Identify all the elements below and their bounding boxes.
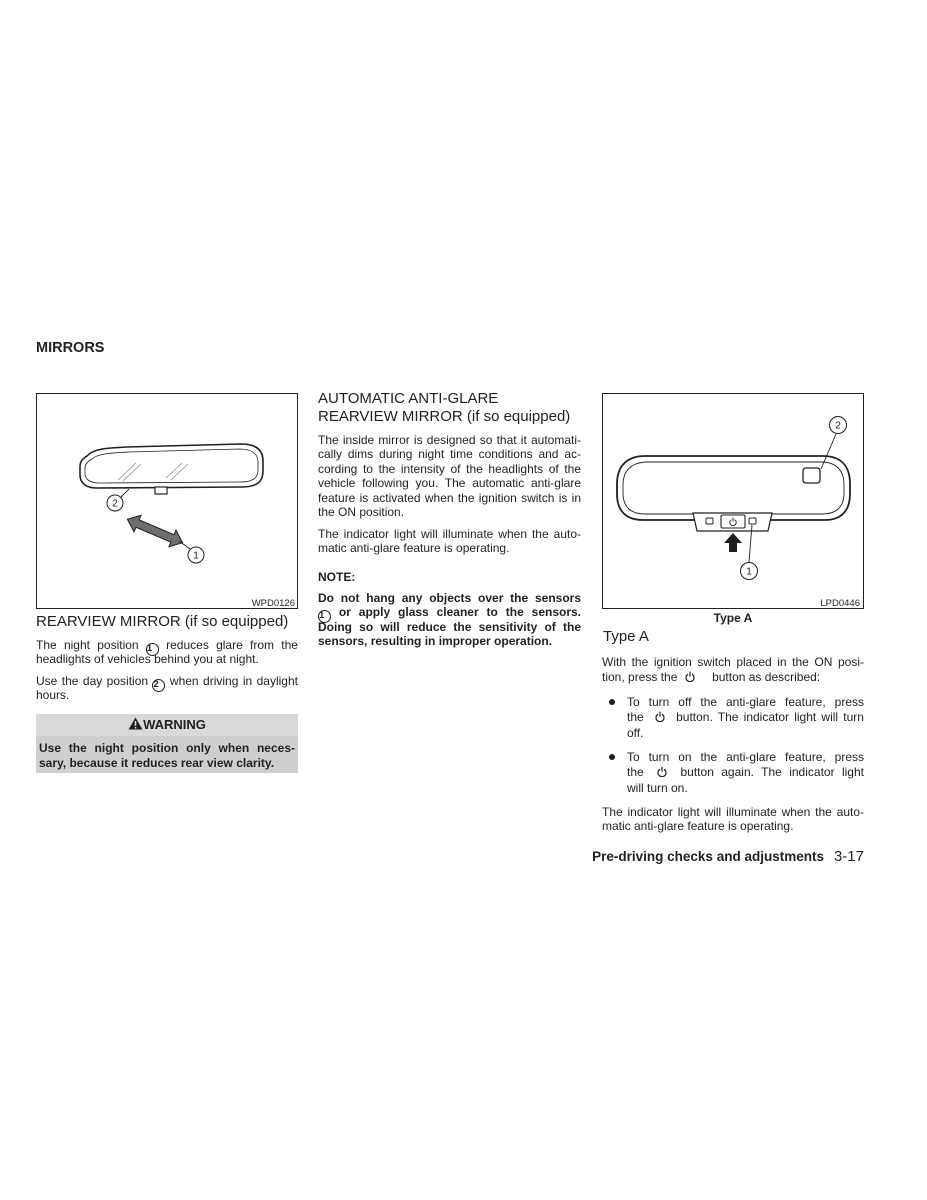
section-title: MIRRORS bbox=[36, 340, 105, 356]
warning-line: sary, because it reduces rear view clarity. bbox=[39, 755, 275, 770]
callout-1-leader bbox=[179, 541, 190, 549]
paragraph-line: To turn off the anti-glare feature, press bbox=[627, 695, 864, 709]
pointer-arrow bbox=[724, 533, 742, 552]
text-segment: tion, press the bbox=[602, 670, 678, 685]
paragraph-line bbox=[602, 669, 864, 686]
sensor-small bbox=[749, 518, 756, 524]
text-segment: button as described: bbox=[712, 670, 821, 685]
text-segment: button again. The indicator light bbox=[680, 765, 864, 780]
bullet-dot bbox=[609, 699, 615, 705]
paragraph-line: The inside mirror is designed so that it automati- bbox=[318, 433, 581, 447]
paragraph-line: vehicle following you. The automatic anti-glare bbox=[318, 476, 581, 491]
auto-anti-glare-heading bbox=[318, 390, 581, 425]
rearview-mirror-heading: REARVIEW MIRROR (if so equipped) bbox=[36, 613, 289, 630]
text-segment: or apply glass cleaner to the sensors. bbox=[338, 605, 582, 620]
paragraph-line: hours. bbox=[36, 688, 70, 703]
paragraph-line bbox=[627, 709, 864, 726]
paragraph-line: matic anti-glare feature is operating. bbox=[602, 819, 794, 834]
anti-glare-mirror-figure bbox=[602, 393, 864, 609]
callout-1-label: 1 bbox=[746, 566, 752, 578]
note-label: NOTE: bbox=[318, 570, 356, 584]
paragraph-line: the ON position. bbox=[318, 504, 405, 519]
text-segment: Use the day position bbox=[36, 674, 149, 688]
indicator-light bbox=[706, 518, 713, 524]
paragraph-line: With the ignition switch placed in the ON posi- bbox=[602, 655, 864, 669]
callout-1-label: 1 bbox=[193, 550, 199, 562]
warning-icon bbox=[128, 717, 143, 730]
mirror-outline bbox=[617, 456, 850, 520]
callout-2-marker: 2 bbox=[152, 679, 165, 692]
callout-2-leader bbox=[121, 489, 129, 497]
indicator-paragraph bbox=[602, 805, 864, 834]
paragraph-line: matic anti-glare feature is operating. bbox=[318, 541, 510, 556]
warning-header bbox=[36, 714, 298, 736]
heading-line: REARVIEW MIRROR (if so equipped) bbox=[318, 407, 571, 425]
heading-line: AUTOMATIC ANTI-GLARE bbox=[318, 390, 499, 407]
paragraph-line: feature is activated when the ignition switch is in bbox=[318, 490, 581, 505]
paragraph-line: cally dims during night time conditions and ac- bbox=[318, 447, 581, 462]
paragraph-line: The indicator light will illuminate when the auto- bbox=[602, 805, 864, 819]
mirror-mount bbox=[155, 487, 167, 494]
text-segment: reduces glare from the bbox=[166, 638, 298, 652]
figure-code: LPD0446 bbox=[820, 598, 860, 608]
bullet-item bbox=[627, 695, 864, 741]
callout-2-label: 2 bbox=[835, 420, 841, 432]
warning-line: Use the night position only when neces- bbox=[39, 740, 295, 755]
indicator-paragraph bbox=[318, 527, 581, 556]
anti-glare-mirror-illustration bbox=[617, 456, 850, 531]
callout-1-marker: 1 bbox=[146, 643, 159, 656]
double-arrow bbox=[124, 511, 186, 551]
paragraph-line: To turn on the anti-glare feature, press bbox=[627, 750, 864, 764]
type-a-heading: Type A bbox=[603, 628, 649, 645]
footer-section-title: Pre-driving checks and adjustments bbox=[592, 849, 824, 864]
bullet-item bbox=[627, 750, 864, 796]
paragraph-line bbox=[318, 605, 582, 622]
warning-body bbox=[36, 736, 298, 773]
power-icon bbox=[655, 711, 665, 722]
rearview-mirror-figure bbox=[36, 393, 298, 609]
callout-1-marker: 1 bbox=[318, 610, 331, 623]
glare-sensor bbox=[803, 468, 820, 483]
paragraph-line bbox=[36, 638, 298, 652]
auto-anti-glare-intro bbox=[318, 433, 581, 519]
bullet-dot bbox=[609, 754, 615, 760]
rearview-mirror-illustration bbox=[80, 444, 263, 494]
paragraph-line: The indicator light will illuminate when the auto- bbox=[318, 527, 581, 541]
text-segment: button. The indicator light will turn bbox=[676, 710, 864, 725]
paragraph-line: will turn on. bbox=[627, 781, 688, 796]
type-a-intro bbox=[602, 655, 864, 686]
power-icon bbox=[657, 766, 667, 777]
callout-2-label: 2 bbox=[112, 498, 118, 510]
figure-caption: Type A bbox=[713, 611, 753, 625]
note-paragraph bbox=[318, 591, 581, 649]
text-segment: the bbox=[627, 765, 644, 780]
text-segment: The night position bbox=[36, 638, 139, 652]
figure-code: WPD0126 bbox=[251, 598, 295, 608]
paragraph-line: sensors, resulting in improper operation. bbox=[318, 634, 553, 649]
page-number: 3-17 bbox=[833, 848, 864, 865]
power-icon bbox=[685, 671, 695, 682]
paragraph-line bbox=[627, 764, 864, 781]
text-segment: when driving in daylight bbox=[169, 674, 298, 688]
warning-title: WARNING bbox=[143, 717, 206, 732]
page-footer bbox=[592, 848, 864, 866]
text-segment: the bbox=[627, 710, 644, 725]
night-position-paragraph bbox=[36, 638, 298, 667]
paragraph-line: cording to the intensity of the headlights of the bbox=[318, 461, 581, 476]
paragraph-line: Do not hang any objects over the sensors bbox=[318, 591, 581, 605]
paragraph-line: headlights of vehicles behind you at night. bbox=[36, 652, 259, 667]
paragraph-line: off. bbox=[627, 726, 644, 741]
paragraph-line: Doing so will reduce the sensitivity of the bbox=[318, 619, 581, 634]
paragraph-line bbox=[36, 674, 298, 688]
day-position-paragraph bbox=[36, 674, 298, 703]
